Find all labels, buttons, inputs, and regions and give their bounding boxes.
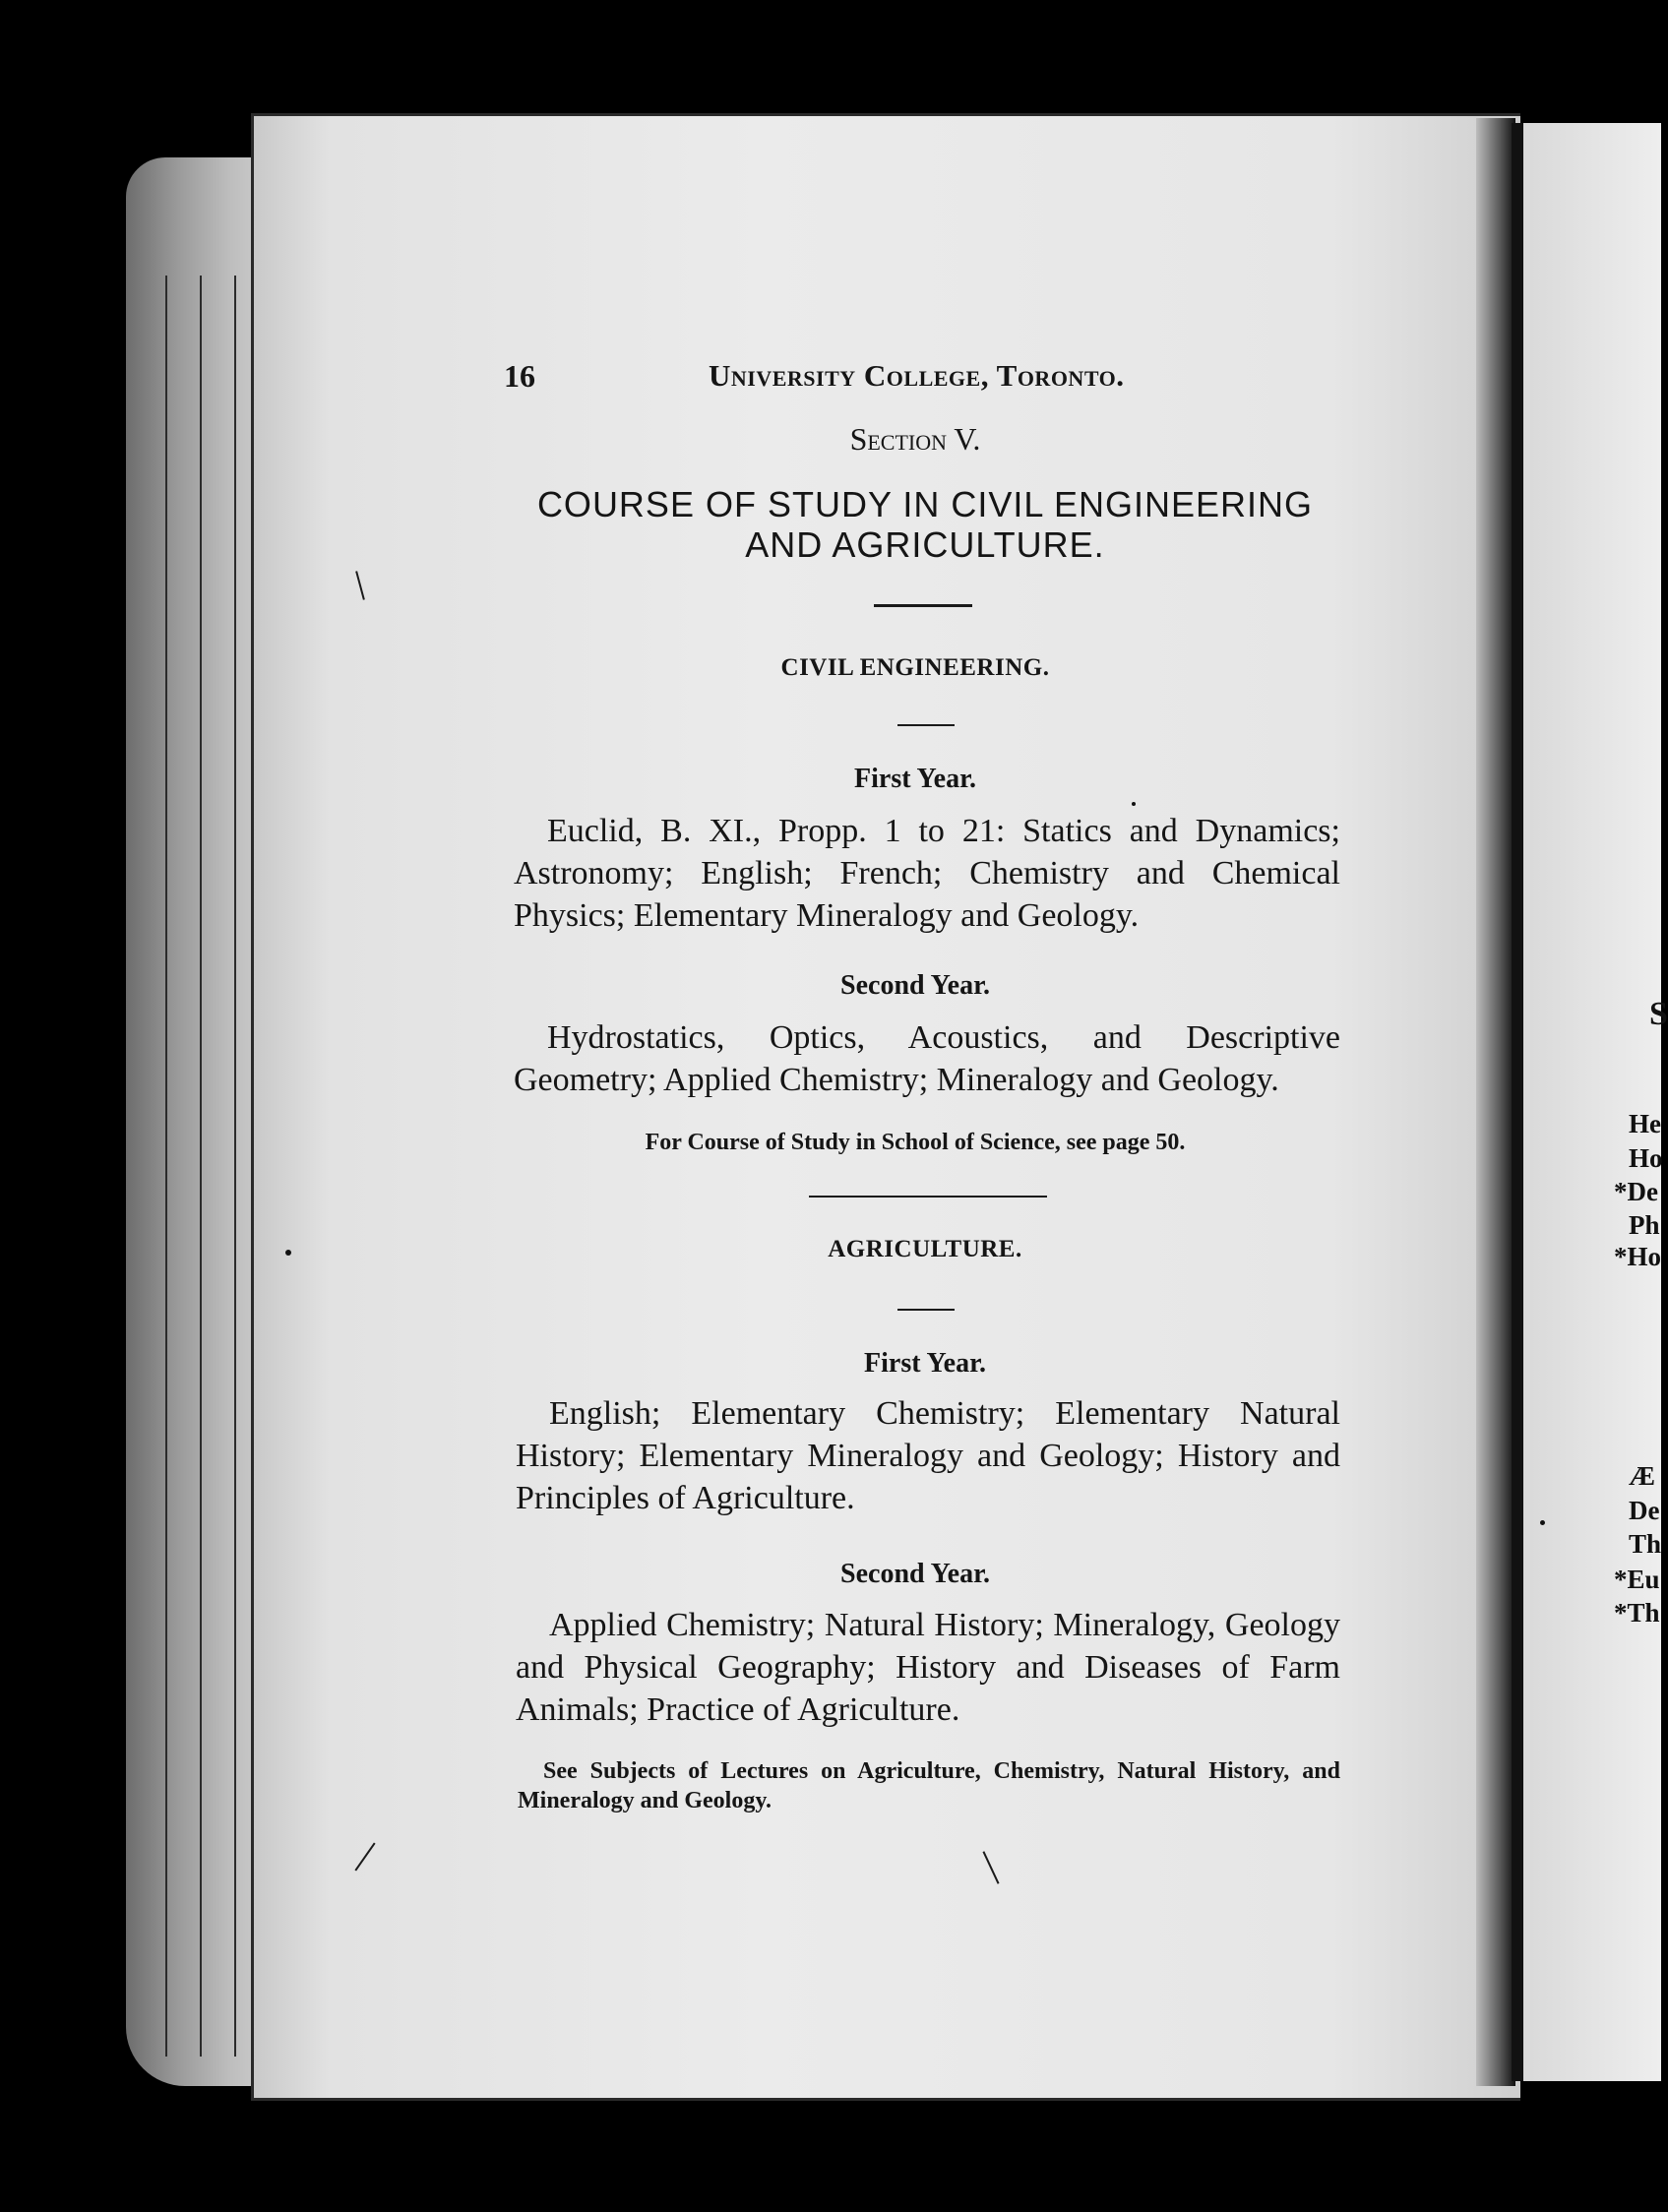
page-title-line-1: COURSE OF STUDY IN CIVIL ENGINEERING xyxy=(536,484,1314,524)
page-gutter xyxy=(1476,118,1515,2086)
ag-first-year-text: English; Elementary Chemistry; Elementary Natural History; Elementary Mineralogy and Geology; History and Principles of Agriculture. xyxy=(516,1395,1340,1516)
facing-fragment: Th xyxy=(1629,1529,1662,1559)
edge-line xyxy=(165,276,167,2057)
ce-second-year-text: Hydrostatics, Optics, Acoustics, and Descriptive Geometry; Applied Chemistry; Mineralogy and Geology. xyxy=(514,1019,1340,1098)
page-title-line-2: AND AGRICULTURE. xyxy=(745,524,1105,565)
facing-fragment: S xyxy=(1649,996,1668,1032)
facing-fragment: Æ xyxy=(1629,1461,1655,1491)
ce-first-year-text: Euclid, B. XI., Propp. 1 to 21: Statics and Dynamics; Astronomy; English; French; Chemistry and Chemical Physics; Elementary Mineralogy and Geology. xyxy=(514,813,1340,934)
ag-second-year-text: Applied Chemistry; Natural History; Mineralogy, Geology and Physical Geography; History and Diseases of Farm Animals; Practice of Agriculture. xyxy=(516,1607,1340,1728)
divider xyxy=(897,724,955,726)
divider xyxy=(897,1309,955,1311)
facing-fragment: He xyxy=(1629,1109,1661,1138)
page-number: 16 xyxy=(504,358,535,394)
edge-line xyxy=(234,276,236,2057)
book-spine xyxy=(1512,123,1523,2081)
scan-speck xyxy=(285,1250,291,1256)
facing-fragment: *De xyxy=(1614,1177,1658,1206)
scan-speck xyxy=(1540,1520,1545,1525)
agriculture-heading: AGRICULTURE. xyxy=(828,1236,1022,1262)
divider xyxy=(874,604,972,607)
ag-note: See Subjects of Lectures on Agriculture, Chemistry, Natural History, and Mineralogy and Geology. xyxy=(518,1758,1340,1813)
facing-fragment: *Eu xyxy=(1614,1565,1660,1594)
facing-fragment: *Th xyxy=(1614,1598,1660,1628)
facing-fragment: Ho xyxy=(1629,1143,1663,1173)
facing-fragment: *Ho xyxy=(1614,1242,1662,1271)
facing-fragment: De xyxy=(1629,1496,1660,1525)
divider xyxy=(809,1196,1047,1198)
ag-first-year-label: First Year. xyxy=(864,1348,986,1379)
ce-first-year-label: First Year. xyxy=(854,764,976,794)
ce-second-year-label: Second Year. xyxy=(840,970,990,1001)
scan-speck xyxy=(1132,802,1136,806)
edge-line xyxy=(200,276,202,2057)
ag-second-year-label: Second Year. xyxy=(840,1559,990,1589)
running-title: University College, Toronto. xyxy=(709,358,1125,393)
section-label: Section V. xyxy=(849,421,981,457)
ce-note: For Course of Study in School of Science, see page 50. xyxy=(645,1130,1186,1155)
civil-engineering-heading: CIVIL ENGINEERING. xyxy=(780,654,1050,681)
facing-page xyxy=(1523,123,1661,2081)
facing-fragment: Ph xyxy=(1629,1210,1660,1240)
